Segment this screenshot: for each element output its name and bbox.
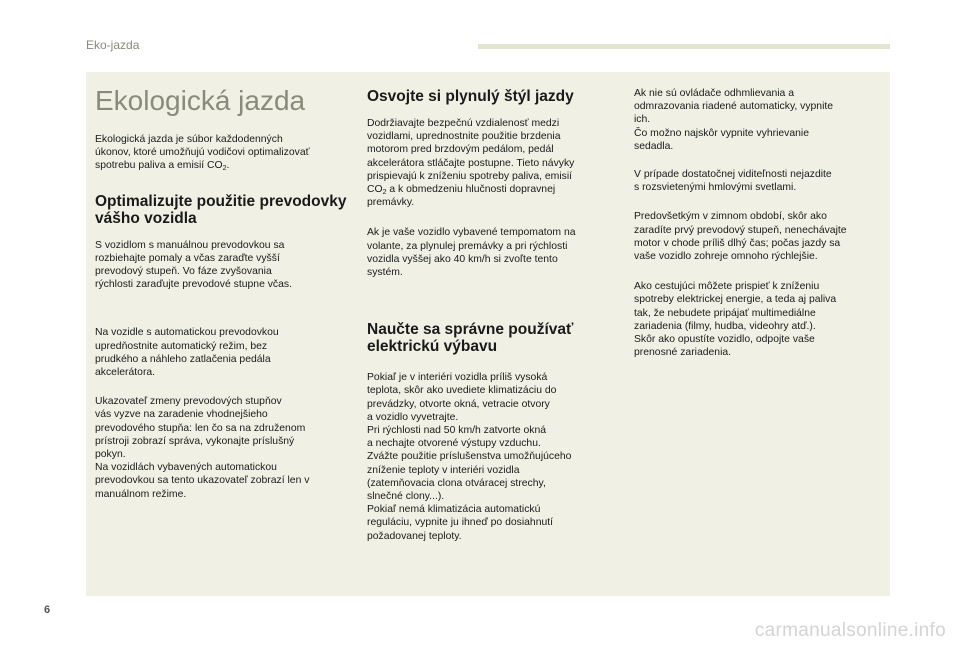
column-2 [367, 72, 607, 543]
paragraph-cruise-control: Ak je vaše vozidlo vybavené tempomatom na volante, za plynulej premávky a pri rýchlosti vozidla vyššej ako 40 km/h si zvoľte tento systém. [367, 227, 576, 279]
watermark: carmanualsonline.info [754, 620, 946, 641]
intro-paragraph: Ekologická jazda je súbor každodenných úkonov, ktoré umožňujú vodičovi optimalizovať spotrebu paliva a emisií $CO_2$. [95, 134, 310, 173]
column-1 [95, 72, 347, 501]
header-bar [478, 44, 890, 49]
heading-smooth-driving: Osvojte si plynulý štýl jazdy [367, 88, 574, 105]
page-number: 6 [44, 604, 51, 616]
section-label: Eko-jazda [86, 38, 140, 52]
paragraph-engine-warmup: Predovšetkým v zimnom období, skôr ako zaradíte prvý prevodový stupeň, nenechávajte motor v chode príliš dlhý čas; počas jazdy sa vaše vozidlo zohreje omnoho rýchlejšie. [634, 211, 847, 263]
paragraph-multimedia: Ako cestujúci môžete prispieť k zníženiu spotreby elektrickej energie, a teda aj paliva tak, že nebudete pripájať multimediálne zariadenia (filmy, hudba, videohry atď.). Skôr ako opustíte vozidlo, odpojte vaše prenosné zariadenia. [634, 281, 837, 359]
paragraph-smooth-driving: Dodržiavajte bezpečnú vzdialenosť medzi vozidlami, uprednostnite použitie brzdenia motorom pred brzdovým pedálom, pedál akcelerátora stláčajte postupne. Tieto návyky prispievajú k zníženiu spotreby paliva, emisií $CO_2$ a k obmedzeniu hlučnosti dopravnej premávky. [367, 118, 575, 209]
heading-electric-equipment: Naučte sa správne používať elektrickú výbavu [367, 321, 574, 356]
paragraph-automatic-gearbox: Na vozidle s automatickou prevodovkou upredňostnite automatický režim, bez prudkého a náhleho zatlačenia pedála akcelerátora. [95, 327, 279, 379]
paragraph-air-conditioning: Pokiaľ je v interiéri vozidla príliš vysoká teplota, skôr ako uvediete klimatizáciu do prevádzky, otvorte okná, vetracie otvory a vozidlo vyvetrajte. Pri rýchlosti nad 50 km/h zatvorte okná a nechajte otvorené výstupy vzduchu. Zvážte použitie príslušenstva umožňujúceho zníženie teploty v interiéri vozidla (zatemňovacia clona otváracej strechy, slnečné clony...). Pokiaľ nemá klimatizácia automatickú reguláciu, vypnite ju ihneď po dosiahnutí požadovanej teploty. [367, 372, 572, 542]
column-3 [634, 72, 882, 359]
heading-gearbox: Optimalizujte použitie prevodovky vášho vozidla [95, 192, 347, 227]
paragraph-manual-gearbox: S vozidlom s manuálnou prevodovkou sa rozbiehajte pomaly a včas zaraďte vyšší prevodový stupeň. Vo fáze zvyšovania rýchlosti zaraďujte prevodové stupne včas. [95, 239, 292, 291]
content-panel [86, 72, 890, 596]
paragraph-defrost: Ak nie sú ovládače odhmlievania a odmrazovania riadené automaticky, vypnite ich. Čo možno najskôr vypnite vyhrievanie sedadla. [634, 88, 834, 152]
paragraph-gear-indicator: Ukazovateľ zmeny prevodových stupňov vás vyzve na zaradenie vhodnejšieho prevodového stupňa: len čo sa na združenom prístroji zobrazí správa, vykonajte príslušný pokyn. Na vozidlách vybavených automatickou prevodovkou sa tento ukazovateľ zobrazí len v manuálnom režime. [95, 396, 310, 500]
page-title: Ekologická jazda [95, 85, 306, 116]
paragraph-fog-lights: V prípade dostatočnej viditeľnosti nejazdite s rozsvietenými hmlovými svetlami. [634, 169, 832, 194]
